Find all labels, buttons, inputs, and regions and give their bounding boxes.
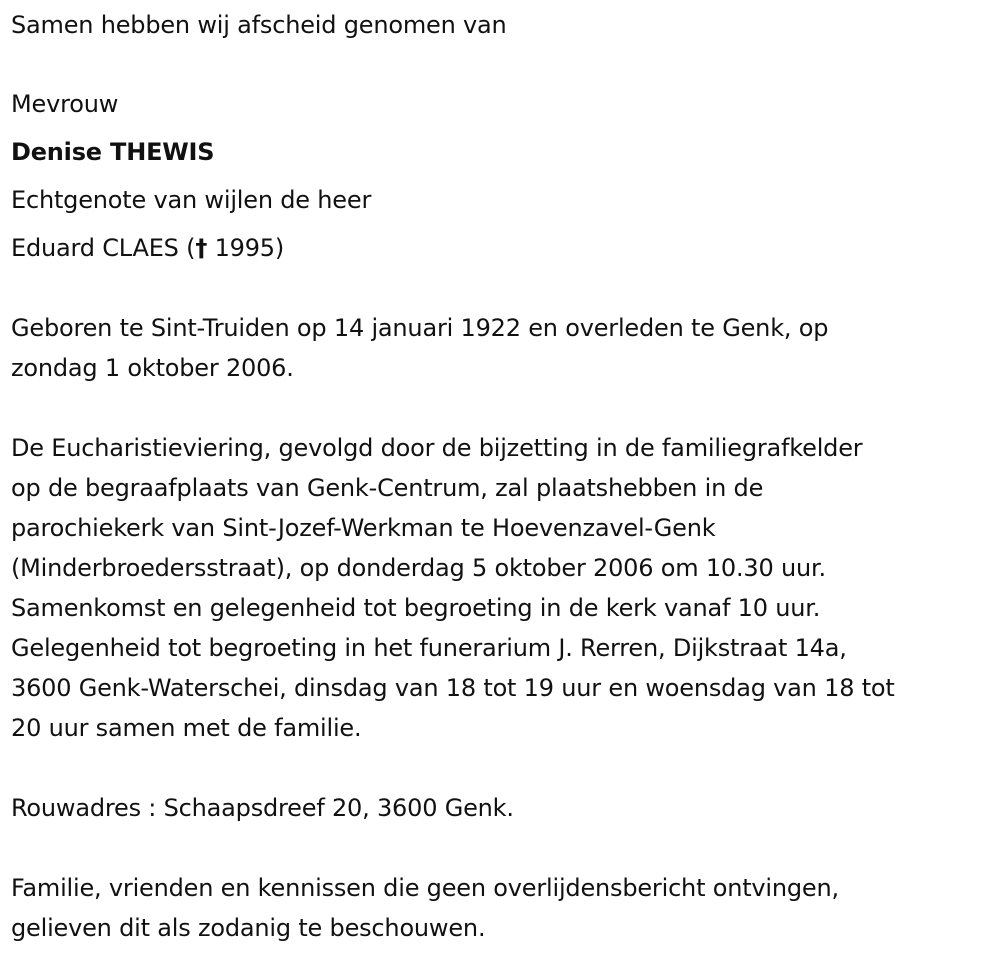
paragraph-line: 20 uur samen met de familie. — [11, 714, 362, 742]
birth-death-paragraph — [11, 308, 996, 388]
paragraph-line: De Eucharistieviering, gevolgd door de bijzetting in de familiegrafkelder — [11, 434, 863, 462]
closing-paragraph — [11, 868, 996, 948]
paragraph-line: Samenkomst en gelegenheid tot begroeting in de kerk vanaf 10 uur. — [11, 594, 821, 622]
paragraph-line: Familie, vrienden en kennissen die geen overlijdensbericht ontvingen, — [11, 874, 839, 902]
paragraph-line: (Minderbroedersstraat), op donderdag 5 oktober 2006 om 10.30 uur. — [11, 554, 826, 582]
spacer — [11, 748, 996, 788]
spacer — [11, 50, 996, 80]
ceremony-paragraph — [11, 428, 996, 748]
spacer — [11, 272, 996, 308]
spacer — [11, 388, 996, 428]
deceased-name: Denise THEWIS — [11, 138, 215, 166]
paragraph-line: op de begraafplaats van Genk-Centrum, zal plaatshebben in de — [11, 474, 764, 502]
paragraph-line: Gelegenheid tot begroeting in het funerarium J. Rerren, Dijkstraat 14a, — [11, 634, 847, 662]
paragraph-line: gelieven dit als zodanig te beschouwen. — [11, 914, 486, 942]
mourning-address: Rouwadres : Schaapsdreef 20, 3600 Genk. — [11, 794, 514, 822]
salutation: Mevrouw — [11, 90, 119, 118]
paragraph-line: Geboren te Sint-Truiden op 14 januari 1922 en overleden te Genk, op — [11, 314, 829, 342]
spouse-name-prefix: Eduard CLAES ( — [11, 234, 196, 262]
paragraph-line: zondag 1 oktober 2006. — [11, 354, 294, 382]
spouse-name — [11, 224, 996, 272]
address-paragraph — [11, 788, 996, 828]
spacer — [11, 828, 996, 868]
death-notice — [11, 0, 996, 948]
paragraph-line: parochiekerk van Sint-Jozef-Werkman te Hoevenzavel-Genk — [11, 514, 716, 542]
spouse-line: Echtgenote van wijlen de heer — [11, 186, 372, 214]
cross-icon: † — [195, 234, 208, 262]
paragraph-line: 3600 Genk-Waterschei, dinsdag van 18 tot 19 uur en woensdag van 18 tot — [11, 674, 895, 702]
spouse-year: 1995) — [207, 234, 285, 262]
intro-text: Samen hebben wij afscheid genomen van — [11, 11, 507, 39]
